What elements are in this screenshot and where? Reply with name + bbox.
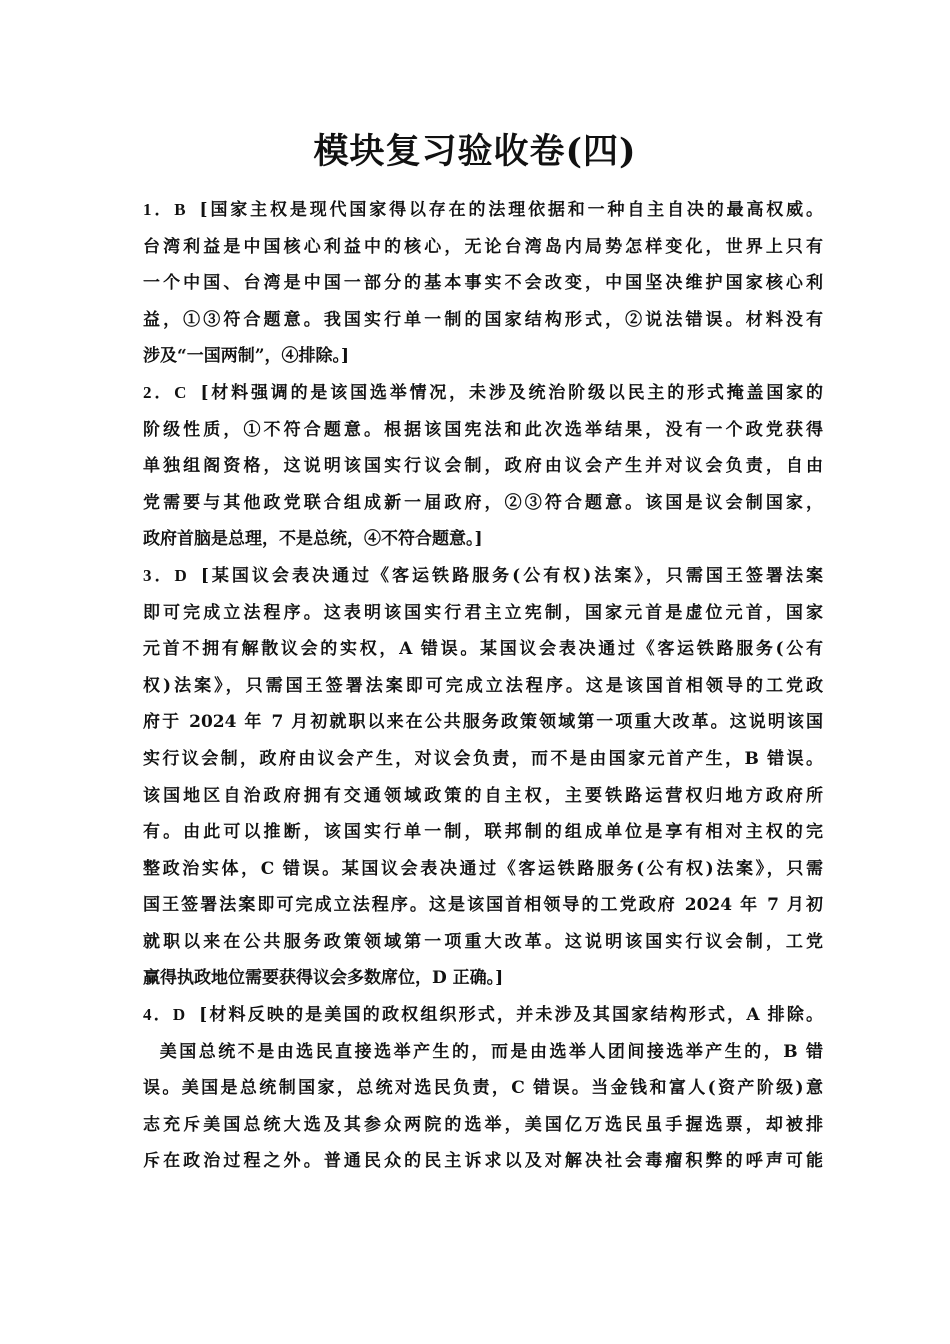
answer-item-1 — [143, 192, 823, 375]
answer-item-4 — [143, 997, 823, 1180]
answer-text: [材料反映的是美国的政权组织形式，并未涉及其国家结构形式，A 排除。 — [199, 1005, 823, 1026]
answer-line: 党需要与其他政党联合组成新一届政府，②③符合题意。该国是议会制国家， — [143, 492, 823, 513]
answer-line — [143, 997, 823, 1034]
answer-item-2 — [143, 375, 823, 558]
answer-number: 1．B — [143, 200, 186, 219]
answer-line: 美国总统不是由选民直接选举产生的，而是由选举人团间接选举产生的，B 错 — [143, 1041, 823, 1062]
answer-line: 单独组阁资格，这说明该国实行议会制，政府由议会产生并对议会负责，自由 — [143, 456, 823, 477]
answer-line: 权)法案》，只需国王签署法案即可完成立法程序。这是该国首相领导的工党政 — [143, 675, 823, 696]
document-title: 模块复习验收卷(四) — [313, 131, 637, 172]
answer-line: 阶级性质，①不符合题意。根据该国宪法和此次选举结果，没有一个政党获得 — [143, 419, 823, 440]
answer-line — [143, 192, 823, 229]
answer-line: 实行议会制，政府由议会产生，对议会负责，而不是由国家元首产生，B 错误。 — [143, 748, 823, 769]
answer-line: 斥在政治过程之外。普通民众的民主诉求以及对解决社会毒瘤积弊的呼声可能 — [143, 1151, 823, 1172]
answer-number: 3．D — [143, 565, 187, 585]
answer-line: 政府首脑是总理，不是总统，④不符合题意。] — [143, 529, 483, 550]
answer-line: 志充斥美国总统大选及其参众两院的选举，美国亿万选民虽手握选票，却被排 — [143, 1114, 823, 1135]
answer-text: [国家主权是现代国家得以存在的法理依据和一种自主自决的最高权威。 — [199, 200, 823, 220]
answer-line: 赢得执政地位需要获得议会多数席位，D 正确。] — [143, 968, 504, 989]
answer-line: 涉及“一国两制”，④排除。] — [143, 346, 350, 367]
answer-line: 整政治实体，C 错误。某国议会表决通过《客运铁路服务(公有权)法案》，只需 — [143, 858, 823, 879]
answer-item-3 — [143, 558, 823, 997]
answer-line: 益，①③符合题意。我国实行单一制的国家结构形式，②说法错误。材料没有 — [143, 309, 823, 330]
answer-list — [143, 192, 823, 1180]
answer-line: 即可完成立法程序。这表明该国实行君主立宪制，国家元首是虚位元首，国家 — [143, 602, 823, 623]
answer-line: 误。美国是总统制国家，总统对选民负责，C 错误。当金钱和富人(资产阶级)意 — [143, 1078, 823, 1099]
answer-line: 该国地区自治政府拥有交通领域政策的自主权，主要铁路运营权归地方政府所 — [143, 785, 823, 806]
answer-text: [某国议会表决通过《客运铁路服务(公有权)法案》，只需国王签署法案 — [200, 565, 823, 586]
answer-line: 台湾利益是中国核心利益中的核心，无论台湾岛内局势怎样变化，世界上只有 — [143, 236, 823, 257]
answer-line: 一个中国、台湾是中国一部分的基本事实不会改变，中国坚决维护国家核心利 — [143, 273, 823, 294]
answer-line: 就职以来在公共服务政策领域第一项重大改革。这说明该国实行议会制，工党 — [143, 931, 823, 952]
answer-line — [143, 558, 823, 595]
answer-number: 4．D — [143, 1005, 186, 1025]
answer-line: 府于 2024 年 7 月初就职以来在公共服务政策领域第一项重大改革。这说明该国 — [143, 712, 823, 733]
answer-number: 2．C — [143, 382, 187, 402]
answer-line: 有。由此可以推断，该国实行单一制，联邦制的组成单位是享有相对主权的完 — [143, 822, 823, 843]
answer-text: [材料强调的是该国选举情况，未涉及统治阶级以民主的形式掩盖国家的 — [200, 382, 824, 403]
answer-line: 国王签署法案即可完成立法程序。这是该国首相领导的工党政府 2024 年 7 月初 — [143, 895, 823, 916]
answer-line — [143, 375, 823, 412]
answer-line: 元首不拥有解散议会的实权，A 错误。某国议会表决通过《客运铁路服务(公有 — [143, 639, 823, 660]
